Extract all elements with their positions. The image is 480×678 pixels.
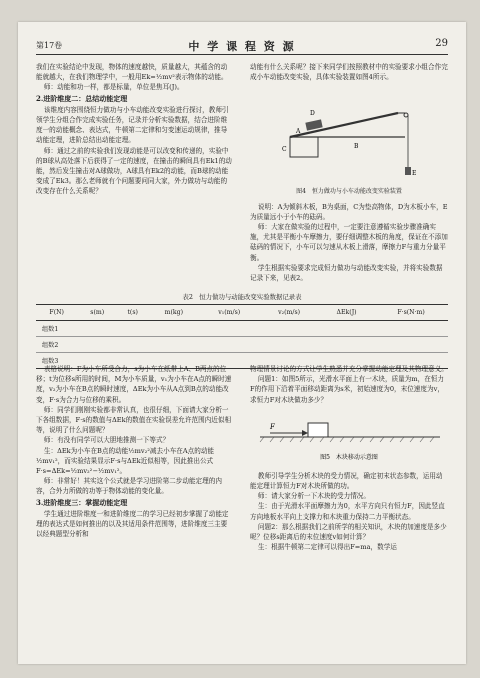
journal-title: 中 学 课 程 资 源 bbox=[188, 40, 296, 53]
paragraph: 学生通过进阶维度一和进阶维度二的学习已经初步掌握了动能定理的表达式是如何推出的以及其适用条件范围等，进阶维度三主要以经典题型分析和 bbox=[36, 509, 229, 539]
label-c: C bbox=[282, 146, 287, 154]
ground-hatching bbox=[260, 437, 434, 442]
label-d: D bbox=[310, 110, 315, 118]
paragraph: 师：请大家分析一下木块的受力情况。 bbox=[257, 492, 370, 501]
page-number: 29 bbox=[435, 38, 448, 49]
table-header-row bbox=[36, 305, 448, 321]
force-label: F bbox=[270, 422, 275, 431]
left-column-top bbox=[36, 62, 232, 197]
data-table bbox=[36, 304, 448, 369]
column-header: v₂(m/s) bbox=[259, 305, 319, 321]
journal-page bbox=[18, 22, 466, 664]
weight bbox=[405, 167, 411, 175]
column-header: v₁(m/s) bbox=[199, 305, 259, 321]
support-block bbox=[290, 137, 318, 157]
paragraph: 师：有没有同学可以大胆地推测一下等式？ bbox=[43, 436, 170, 445]
right-column-top bbox=[250, 62, 448, 283]
paragraph: 说明：A为倾斜木板，B为桌面，C为垫高物体，D为木板小车，E为质量远小于小车的砝码。 bbox=[250, 202, 448, 221]
left-column-bottom bbox=[36, 364, 232, 539]
paragraph: 问题2：那么根据我们之前所学的相关知识，木块的加速度是多少呢？位移s距离后的末位速度v如何计算？ bbox=[250, 522, 447, 542]
paragraph: 我们在实验结论中发现，物体的速度越快，质量越大，其蕴含的动能就越大，在我们物理学中，一般用Ek=½mv²表示物体的动能。 bbox=[36, 63, 228, 82]
figure-5-block-diagram bbox=[250, 409, 448, 467]
paragraph: 表格说明：F为小车所受合力，s为小车在纸带上A、B两点的位移；t为位移s所用的时间，M为小车质量，v₁为小车在A点的瞬时速度，v₂为小车在B点的瞬时速度，ΔEk为小车从A点到B点的动能改变，F·s为合力与位移的乘积。 bbox=[36, 365, 232, 404]
paragraph: 生：根据牛顿第二定律可以得出F=ma，数学运 bbox=[257, 543, 397, 552]
label-b: B bbox=[354, 143, 359, 151]
paragraph: 生：ΔEk为小车在B点的动能½mv₂²减去小车在A点的动能½mv₁²，而实验结果显示F·s与ΔEk近似相等，因此推出公式F·s=ΔEk=½mv₂²−½mv₁²。 bbox=[36, 446, 215, 476]
label-a: A bbox=[296, 128, 301, 136]
paragraph: 师：大家在做实验的过程中，一定要注意遵循实验步骤准确实施，尤其是平衡小车摩擦力，要仔细调整木板的角度，保证在不添加砝码的情况下，小车可以匀速从木板上滑落，摩擦力F与重力分量平衡。 bbox=[250, 223, 448, 262]
volume-label: 第17卷 bbox=[36, 41, 63, 50]
data-table-section bbox=[36, 292, 448, 369]
paragraph: 该维度内容围绕恒力做功与小车动能改变实验进行探讨，教师引领学生分组合作完成实验任务，记录并分析实验数据，结合进阶维度一的动能概念、表达式，牛顿第二定律和匀变速运动规律，推导动能定理，进阶总结出动能定理。 bbox=[36, 105, 229, 145]
table-title: 表2 恒力做功与动能改变实验数据记录表 bbox=[182, 293, 302, 301]
figure-5-caption: 图5 木块移动示意图 bbox=[320, 453, 378, 461]
row-label: 组数2 bbox=[36, 337, 448, 353]
figure-4-caption: 图4 恒力做功与小车动能改变实验装置 bbox=[296, 188, 402, 196]
column-header: m(kg) bbox=[148, 305, 199, 321]
paragraph: 师：同学们刚刚实验都非常认真，也很仔细，下面请大家分析一下各组数据，F·s的数值与ΔEk的数值在实验误差允许范围内近似相等，说明了什么问题呢？ bbox=[36, 405, 232, 435]
label-e: E bbox=[412, 170, 417, 178]
paragraph: 动能有什么关系呢？接下来同学们按照教材中的实验要求小组合作完成小车动能改变实验，具体实验装置如图4所示。 bbox=[250, 63, 448, 82]
block bbox=[308, 423, 328, 437]
column-header: s(m) bbox=[77, 305, 117, 321]
paragraph: 问题1：如图5所示，光滑水平面上有一木块，质量为m，在恒力F的作用下沿着平面移动距离为s米，初始速度为0，末位速度为v，求恒力F对木块做功多少？ bbox=[250, 375, 444, 404]
row-label: 组数1 bbox=[36, 321, 448, 337]
section-heading: 3.进阶维度三：掌握动能定理 bbox=[36, 497, 128, 507]
paragraph: 师：非常好！其实这个公式就是学习进阶第二步动能定理的内容，合外力所做的功等于物体动能的变化量。 bbox=[36, 477, 222, 496]
paragraph: 学生根据实验要求完成恒力做功与动能改变实验，并将实验数据记录下来，见表2。 bbox=[250, 263, 443, 283]
column-header: F(N) bbox=[36, 305, 77, 321]
paragraph: 物理情景讨论的方式让学生熟悉并充分掌握动能定理及其物理意义。 bbox=[250, 365, 448, 373]
paragraph: 师：动能和功一样，都是标量，单位是焦耳(J)。 bbox=[43, 83, 184, 92]
pulley bbox=[404, 113, 408, 117]
row-label: 组数3 bbox=[36, 353, 448, 369]
page-header bbox=[36, 36, 448, 55]
column-header: t(s) bbox=[117, 305, 148, 321]
column-header: F·s(N·m) bbox=[374, 305, 448, 321]
cart bbox=[305, 120, 322, 131]
paragraph: 教师引导学生分析木块的受力情况，确定初末状态参数，运用动能定理计算恒力F对木块所做的功。 bbox=[250, 471, 443, 491]
table-row bbox=[36, 321, 448, 337]
column-header: ΔEk(J) bbox=[319, 305, 374, 321]
right-column-bottom bbox=[250, 364, 448, 552]
paragraph: 生：由于光滑水平面摩擦力为0，水平方向只有恒力F，因此竖直方向地板水平向上支撑力和木块重力保持二力平衡状态。 bbox=[250, 502, 445, 521]
figure-4-apparatus bbox=[250, 85, 448, 185]
section-heading: 2.进阶维度二：总结动能定理 bbox=[36, 93, 128, 103]
paragraph: 师：通过之前的实验我们发现动能是可以改变和传递的，实验中的B球从高处落下后获得了一定的速度，在撞击的瞬间具有Ek1的动能，然后发生撞击对A球做功，A球具有Ek2的动能，而B球的动能变成了Ek3。那么老师就有个问题要问同大家，外力做功与动能的改变存在什么关系呢？ bbox=[36, 146, 232, 196]
arrowhead bbox=[302, 430, 308, 436]
table-row bbox=[36, 337, 448, 353]
